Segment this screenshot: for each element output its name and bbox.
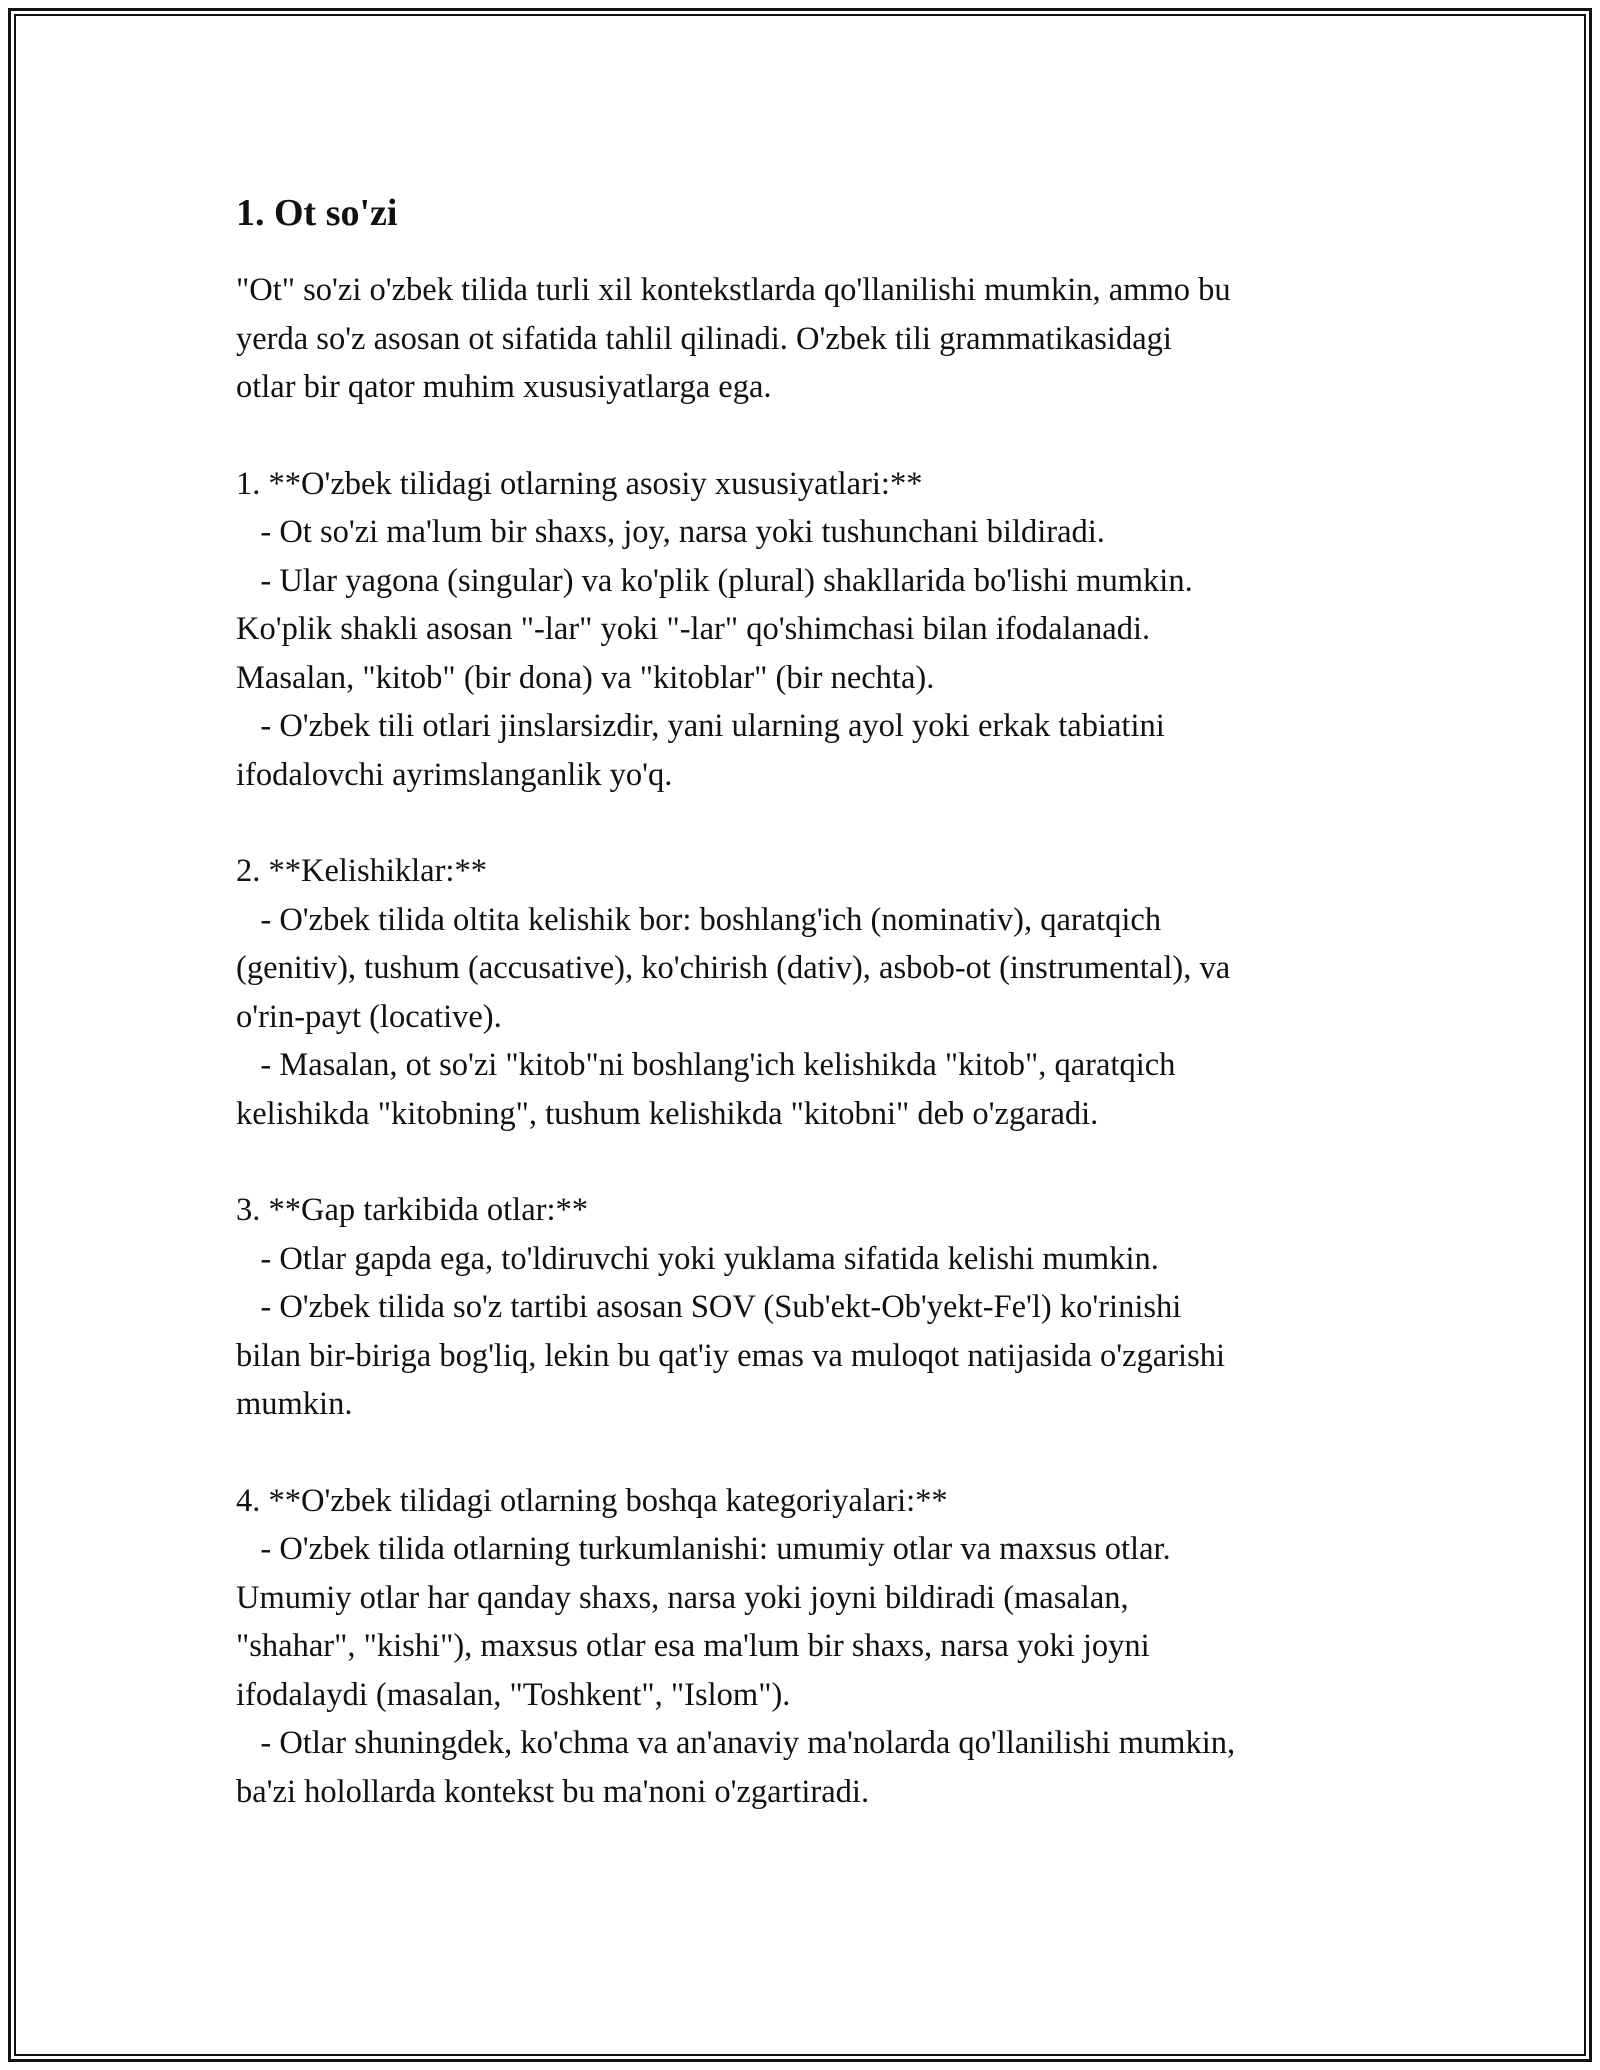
document-title: 1. Ot so'zi [236,192,398,234]
spacer [236,1138,1386,1186]
section-gap-tarkibida: 3. **Gap tarkibida otlar:** - Otlar gapda ega, to'ldiruvchi yoki yuklama sifatida kelishi mumkin. - O'zbek tilida so'z tartibi asosan SOV (Sub'ekt-Ob'yekt-Fe'l) ko'rinishi bilan bir-biriga bog'liq, lekin bu qat'iy emas va muloqot natijasida o'zgarishi mumkin. [236,1192,1225,1422]
spacer [236,1429,1386,1477]
section-boshqa-kategoriyalar: 4. **O'zbek tilidagi otlarning boshqa kategoriyalari:** - O'zbek tilida otlarning turkumlanishi: umumiy otlar va maxsus otlar. Umumiy otlar har qanday shaxs, narsa yoki joyni bildiradi (masalan, "shahar", "kishi"), maxsus otlar esa ma'lum bir shaxs, narsa yoki joyni ifodalaydi (masalan, "Toshkent", "Islom"). - Otlar shuningdek, ko'chma va an'anaviy ma'nolarda qo'llanilishi mumkin, ba'zi holollarda kontekst bu ma'noni o'zgartiradi. [236,1482,1236,1810]
section-kelishiklar: 2. **Kelishiklar:** - O'zbek tilida oltita kelishik bor: boshlang'ich (nominativ), qaratqich (genitiv), tushum (accusative), ko'chirish (dativ), asbob-ot (instrumental), va o'rin-payt (locative). - Masalan, ot so'zi "kitob"ni boshlang'ich kelishikda "kitob", qaratqich kelishikda "kitobning", tushum kelishikda "kitobni" deb o'zgaradi. [236,853,1231,1132]
section-otlarning-xususiyatlari: 1. **O'zbek tilidagi otlarning asosiy xususiyatlari:** - Ot so'zi ma'lum bir shaxs, joy, narsa yoki tushunchani bildiradi. - Ular yagona (singular) va ko'plik (plural) shakllarida bo'lishi mumkin. Ko'plik shakli asosan "-lar" yoki "-lar" qo'shimchasi bilan ifodalanadi. Masalan, "kitob" (bir dona) va "kitoblar" (bir nechta). - O'zbek tili otlari jinslarsizdir, yani ularning ayol yoki erkak tabiatini ifodalovchi ayrimslanganlik yo'q. [236,465,1193,793]
spacer [236,412,1386,460]
document-body [236,186,1386,1816]
spacer [236,799,1386,847]
intro-paragraph: "Ot" so'zi o'zbek tilida turli xil kontekstlarda qo'llanilishi mumkin, ammo bu yerda so'z asosan ot sifatida tahlil qilinadi. O'zbek tili grammatikasidagi otlar bir qator muhim xususiyatlarga ega. [236,272,1231,405]
